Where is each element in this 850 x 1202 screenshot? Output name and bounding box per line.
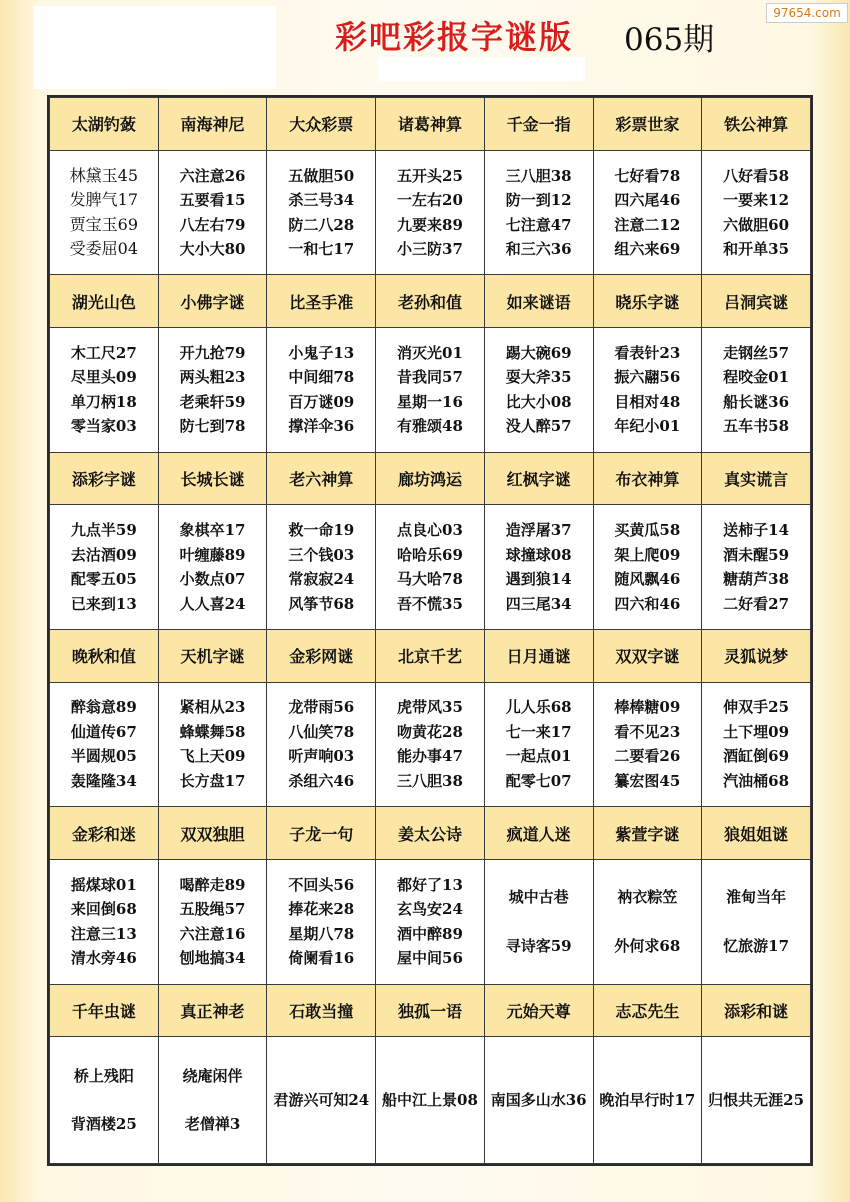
header-row: [50, 984, 811, 1037]
prediction-line: 刨地搞34: [179, 949, 246, 968]
prediction-line: 四六尾46: [614, 191, 681, 209]
prediction-line: 贾宝玉69: [69, 214, 139, 234]
prediction-line: 耍大斧35: [505, 368, 572, 387]
column-header: 比圣手准: [267, 275, 376, 328]
prediction-line: 归恨共无涯25: [708, 1090, 805, 1109]
prediction-line: 听声响03: [288, 747, 355, 766]
column-header: 元始天尊: [484, 984, 593, 1037]
prediction-line: 有雅颂48: [397, 417, 463, 436]
prediction-line: 糖葫芦38: [723, 570, 790, 589]
prediction-cell: [376, 150, 485, 275]
column-header: 廊坊鸿运: [376, 452, 485, 505]
prediction-line: 都好了13: [397, 875, 463, 894]
prediction-line: 马大哈78: [397, 570, 463, 589]
column-header: 红枫字谜: [484, 452, 593, 505]
prediction-line: 吾不慌35: [397, 594, 463, 613]
prediction-line: 点良心03: [397, 521, 463, 540]
prediction-line: 木工尺27: [70, 343, 137, 362]
prediction-line: 轰隆隆34: [70, 771, 137, 790]
prediction-line: 造浮屠37: [505, 521, 572, 540]
prediction-cell: [50, 328, 159, 453]
prediction-line: 城中古巷: [508, 888, 569, 907]
prediction-line: 船长谜36: [723, 392, 790, 411]
prediction-line: 组六来69: [614, 240, 681, 258]
column-header: 日月通谜: [484, 629, 593, 682]
column-header: 志忑先生: [593, 984, 702, 1037]
column-header: 灵狐说梦: [702, 629, 811, 682]
prediction-line: 土下埋09: [723, 722, 790, 741]
page-title: 彩吧彩报字谜版: [335, 18, 574, 56]
prediction-line: 八仙笑78: [288, 722, 355, 741]
prediction-line: 九点半59: [70, 521, 137, 540]
prediction-line: 伸双手25: [723, 698, 790, 717]
prediction-line: 五做胆50: [288, 166, 355, 185]
prediction-line: 遇到狼14: [505, 570, 572, 589]
prediction-cell: [376, 682, 485, 807]
prediction-line: 发脾气17: [69, 190, 139, 209]
prediction-cell: [158, 1037, 267, 1164]
prediction-cell: [267, 328, 376, 453]
prediction-line: 飞上天09: [179, 747, 246, 766]
prediction-cell: [484, 859, 593, 984]
prediction-line: 小鬼子13: [288, 343, 355, 362]
prediction-cell: [484, 1037, 593, 1164]
column-header: 北京千艺: [376, 629, 485, 682]
prediction-line: 零当家03: [70, 417, 137, 436]
header-row: [50, 452, 811, 505]
prediction-line: 单刀柄18: [70, 392, 137, 411]
prediction-line: 撑洋伞36: [288, 417, 355, 436]
prediction-cell: [593, 682, 702, 807]
prediction-cell: [484, 150, 593, 275]
prediction-line: 送柿子14: [723, 521, 790, 540]
prediction-line: 和开单35: [723, 240, 790, 258]
prediction-line: 风筝节68: [288, 594, 355, 613]
prediction-cell: [702, 505, 811, 630]
prediction-cell: [50, 859, 159, 984]
column-header: 添彩字谜: [50, 452, 159, 505]
prediction-line: 二好看27: [723, 594, 790, 613]
prediction-line: 桥上残阳: [73, 1066, 134, 1085]
prediction-line: 林黛玉45: [69, 165, 139, 185]
prediction-line: 看表针23: [614, 343, 681, 362]
prediction-line: 屋中间56: [397, 949, 463, 968]
prediction-row: [50, 1037, 811, 1164]
column-header: 南海神尼: [158, 98, 267, 151]
prediction-cell: [267, 1037, 376, 1164]
prediction-line: 百万谜09: [288, 392, 355, 411]
prediction-row: [50, 505, 811, 630]
column-header: 添彩和谜: [702, 984, 811, 1037]
prediction-cell: [50, 150, 159, 275]
line-spacer: [485, 910, 593, 934]
prediction-line: 九要来89: [397, 215, 463, 234]
column-header: 湖光山色: [50, 275, 159, 328]
prediction-line: 三八胆38: [505, 166, 572, 185]
prediction-cell: [593, 328, 702, 453]
line-spacer: [594, 910, 702, 934]
column-header: 千年虫谜: [50, 984, 159, 1037]
column-header: 老六神算: [267, 452, 376, 505]
prediction-cell: [376, 1037, 485, 1164]
prediction-row: [50, 328, 811, 453]
prediction-line: 救一命19: [288, 521, 355, 540]
prediction-cell: [702, 1037, 811, 1164]
prediction-line: 捧花来28: [288, 900, 355, 919]
prediction-line: 外何求68: [614, 936, 681, 955]
prediction-line: 仙道传67: [70, 722, 137, 741]
prediction-line: 球撞球08: [505, 545, 572, 564]
column-header: 吕洞宾谜: [702, 275, 811, 328]
prediction-line: 六做胆60: [723, 215, 790, 234]
header-row: [50, 275, 811, 328]
prediction-line: 龙带雨56: [288, 698, 355, 717]
prediction-line: 小数点07: [179, 570, 246, 589]
issue-number: 065期: [624, 22, 715, 58]
prediction-cell: [267, 505, 376, 630]
prediction-line: 中间细78: [288, 368, 355, 387]
column-header: 狼姐姐谜: [702, 807, 811, 860]
header-row: [50, 629, 811, 682]
prediction-line: 和三六36: [505, 240, 572, 258]
prediction-row: [50, 682, 811, 807]
column-header: 布衣神算: [593, 452, 702, 505]
column-header: 姜太公诗: [376, 807, 485, 860]
prediction-cell: [593, 150, 702, 275]
column-header: 晚秋和值: [50, 629, 159, 682]
line-spacer: [50, 1088, 158, 1112]
prediction-line: 架上爬09: [614, 545, 681, 564]
prediction-line: 吻黄花28: [397, 722, 463, 741]
prediction-line: 能办事47: [397, 747, 463, 766]
blank-subtitle-area: [378, 57, 585, 81]
prediction-line: 七注意47: [505, 215, 572, 234]
prediction-line: 踢大碗69: [505, 343, 572, 362]
prediction-cell: [376, 859, 485, 984]
prediction-line: 尽里头09: [70, 368, 137, 387]
prediction-line: 酒中醉89: [397, 924, 463, 943]
prediction-line: 八左右79: [179, 215, 246, 234]
prediction-line: 程咬金01: [723, 368, 790, 387]
column-header: 如来谜语: [484, 275, 593, 328]
prediction-cell: [50, 682, 159, 807]
column-header: 太湖钓蔹: [50, 98, 159, 151]
prediction-line: 一和七17: [288, 240, 355, 258]
line-spacer: [702, 910, 810, 934]
prediction-line: 酒未醒59: [723, 545, 790, 564]
prediction-cell: [593, 505, 702, 630]
site-watermark: 97654.com: [766, 3, 848, 23]
column-header: 石敢当撞: [267, 984, 376, 1037]
prediction-line: 七一来17: [505, 722, 572, 741]
prediction-line: 常寂寂24: [288, 570, 355, 589]
prediction-line: 看不见23: [614, 722, 681, 741]
prediction-cell: [267, 150, 376, 275]
prediction-line: 晚泊早行时17: [599, 1090, 696, 1109]
prediction-line: 振六翮56: [614, 368, 681, 387]
prediction-line: 配零七07: [505, 771, 572, 790]
prediction-cell: [50, 505, 159, 630]
page-header: [0, 0, 850, 95]
prediction-line: 四六和46: [614, 594, 681, 613]
prediction-line: 虎带风35: [397, 698, 463, 717]
prediction-line: 衲衣粽笠: [617, 888, 678, 907]
prediction-line: 六注意16: [179, 924, 246, 943]
prediction-line: 年纪小01: [614, 417, 681, 436]
prediction-line: 清水旁46: [70, 949, 137, 968]
prediction-cell: [158, 682, 267, 807]
prediction-cell: [593, 859, 702, 984]
column-header: 铁公神算: [702, 98, 811, 151]
prediction-line: 随风飘46: [614, 570, 681, 589]
prediction-line: 两头粗23: [179, 368, 246, 387]
prediction-line: 已来到13: [70, 594, 137, 613]
prediction-line: 喝醉走89: [179, 875, 246, 894]
prediction-line: 配零五05: [70, 570, 137, 589]
prediction-line: 八好看58: [723, 166, 790, 185]
prediction-line: 没人醉57: [505, 417, 572, 436]
column-header: 真实谎言: [702, 452, 811, 505]
column-header: 金彩网谜: [267, 629, 376, 682]
prediction-line: 老僧禅3: [184, 1115, 241, 1134]
prediction-cell: [484, 682, 593, 807]
prediction-line: 紧相从23: [179, 698, 246, 717]
column-header: 独孤一语: [376, 984, 485, 1037]
prediction-line: 杀三号34: [288, 191, 355, 209]
prediction-line: 小三防37: [397, 240, 463, 258]
prediction-cell: [158, 505, 267, 630]
prediction-line: 防七到78: [179, 417, 246, 436]
prediction-line: 受委屈04: [69, 239, 139, 258]
header-row: [50, 807, 811, 860]
prediction-cell: [702, 859, 811, 984]
prediction-line: 比大小08: [505, 392, 572, 411]
prediction-line: 一要来12: [723, 191, 790, 209]
prediction-line: 三个钱03: [288, 545, 355, 564]
prediction-line: 酒缸倒69: [723, 747, 790, 766]
prediction-line: 买黄瓜58: [614, 521, 681, 540]
prediction-line: 醉翁意89: [70, 698, 137, 717]
prediction-line: 去沽酒09: [70, 545, 137, 564]
prediction-line: 背酒楼25: [70, 1115, 137, 1134]
prediction-line: 二要看26: [614, 747, 681, 766]
prediction-line: 防二八28: [288, 215, 355, 234]
prediction-cell: [376, 328, 485, 453]
prediction-cell: [484, 328, 593, 453]
prediction-line: 绕庵闲伴: [182, 1066, 243, 1085]
prediction-line: 人人喜24: [179, 594, 246, 613]
prediction-line: 叶缠藤89: [179, 545, 246, 564]
prediction-row: [50, 859, 811, 984]
prediction-line: 一起点01: [505, 747, 572, 766]
prediction-line: 君游兴可知24: [273, 1090, 370, 1109]
prediction-cell: [267, 682, 376, 807]
header-row: [50, 98, 811, 151]
prediction-line: 注意三13: [70, 924, 137, 943]
prediction-line: 五股绳57: [179, 900, 246, 919]
prediction-line: 四三尾34: [505, 594, 572, 613]
prediction-line: 大小大80: [179, 240, 246, 258]
column-header: 双双独胆: [158, 807, 267, 860]
prediction-line: 一左右20: [397, 191, 463, 209]
prediction-line: 星期八78: [288, 924, 355, 943]
column-header: 紫萱字谜: [593, 807, 702, 860]
prediction-line: 长方盘17: [179, 771, 246, 790]
prediction-line: 防一到12: [505, 191, 572, 209]
prediction-line: 杀组六46: [288, 771, 355, 790]
prediction-cell: [702, 328, 811, 453]
column-header: 大众彩票: [267, 98, 376, 151]
prediction-line: 五开头25: [397, 166, 463, 185]
prediction-line: 哈哈乐69: [397, 545, 463, 564]
column-header: 疯道人迷: [484, 807, 593, 860]
prediction-cell: [593, 1037, 702, 1164]
column-header: 老孙和值: [376, 275, 485, 328]
prediction-line: 寻诗客59: [505, 936, 572, 955]
prediction-line: 来回倒68: [70, 900, 137, 919]
blank-logo-area: [33, 6, 276, 89]
riddle-table: [47, 95, 813, 1166]
prediction-line: 七好看78: [614, 166, 681, 185]
prediction-line: 玄鸟安24: [397, 900, 463, 919]
column-header: 真正神老: [158, 984, 267, 1037]
column-header: 双双字谜: [593, 629, 702, 682]
prediction-line: 棒棒糖09: [614, 698, 681, 717]
prediction-line: 走钢丝57: [723, 343, 790, 362]
prediction-line: 老乘轩59: [179, 392, 246, 411]
line-spacer: [159, 1088, 267, 1112]
prediction-line: 纂宏图45: [614, 771, 681, 790]
prediction-cell: [158, 328, 267, 453]
riddle-grid: [49, 97, 811, 1164]
prediction-line: 忆旅游17: [723, 936, 790, 955]
prediction-line: 消灭光01: [397, 343, 463, 362]
prediction-line: 蜂蝶舞58: [179, 722, 246, 741]
prediction-row: [50, 150, 811, 275]
prediction-cell: [158, 150, 267, 275]
prediction-line: 倚阑看16: [288, 949, 355, 968]
prediction-cell: [50, 1037, 159, 1164]
prediction-line: 不回头56: [288, 875, 355, 894]
column-header: 小佛字谜: [158, 275, 267, 328]
column-header: 诸葛神算: [376, 98, 485, 151]
prediction-cell: [376, 505, 485, 630]
prediction-line: 昔我同57: [397, 368, 463, 387]
prediction-line: 半圆规05: [70, 747, 137, 766]
prediction-line: 注意二12: [614, 215, 681, 234]
prediction-line: 淮甸当年: [726, 888, 787, 907]
column-header: 晓乐字谜: [593, 275, 702, 328]
prediction-line: 三八胆38: [397, 771, 463, 790]
prediction-line: 儿人乐68: [505, 698, 572, 717]
prediction-line: 船中江上景08: [382, 1090, 478, 1109]
prediction-line: 开九抢79: [179, 343, 246, 362]
prediction-line: 五车书58: [723, 417, 790, 436]
prediction-cell: [702, 682, 811, 807]
prediction-line: 目相对48: [614, 392, 681, 411]
prediction-cell: [484, 505, 593, 630]
column-header: 金彩和迷: [50, 807, 159, 860]
prediction-line: 五要看15: [179, 191, 246, 209]
column-header: 子龙一句: [267, 807, 376, 860]
column-header: 长城长谜: [158, 452, 267, 505]
prediction-line: 象棋卒17: [179, 521, 246, 540]
prediction-line: 六注意26: [179, 166, 246, 185]
prediction-line: 南国多山水36: [490, 1090, 587, 1109]
prediction-cell: [158, 859, 267, 984]
prediction-line: 摇煤球01: [70, 875, 137, 894]
column-header: 天机字谜: [158, 629, 267, 682]
prediction-line: 星期一16: [397, 392, 463, 411]
column-header: 彩票世家: [593, 98, 702, 151]
prediction-cell: [702, 150, 811, 275]
prediction-line: 汽油桶68: [723, 771, 790, 790]
column-header: 千金一指: [484, 98, 593, 151]
prediction-cell: [267, 859, 376, 984]
